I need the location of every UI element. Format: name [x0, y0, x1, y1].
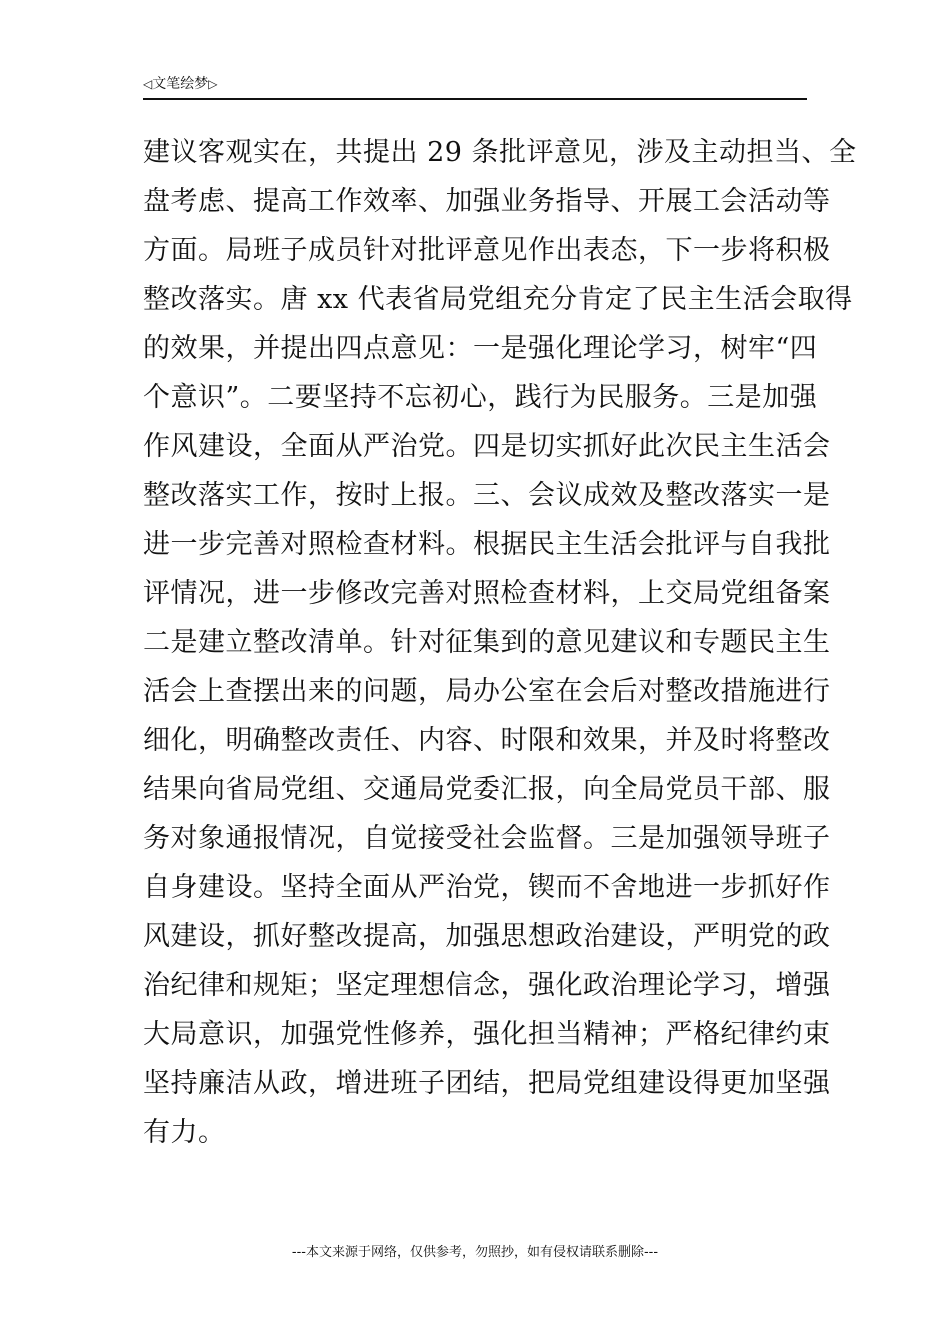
header-title: 文笔绘梦 [152, 76, 209, 92]
text-line: 务对象通报情况，自觉接受社会监督。三是加强领导班子 [143, 823, 831, 854]
text-line: 的效果，并提出四点意见：一是强化理论学习，树牢“四 [143, 333, 818, 364]
text-line: 自身建设。坚持全面从严治党，锲而不舍地进一步抓好作 [143, 872, 831, 903]
text-line: 治纪律和规矩；坚定理想信念，强化政治理论学习，增强 [143, 970, 831, 1001]
text-line: 进一步完善对照检查材料。根据民主生活会批评与自我批 [143, 529, 831, 560]
text-line: 大局意识，加强党性修养，强化担当精神；严格纪律约束 [143, 1019, 831, 1050]
header-label [143, 75, 217, 93]
text-line: 整改落实工作，按时上报。三、会议成效及整改落实一是 [143, 480, 831, 511]
text-line: 个意识”。二要坚持不忘初心，践行为民服务。三是加强 [143, 382, 818, 413]
text-line: 细化，明确整改责任、内容、时限和效果，并及时将整改 [143, 725, 831, 756]
text-line: 结果向省局党组、交通局党委汇报，向全局党员干部、服 [143, 774, 831, 805]
text-line: 活会上查摆出来的问题，局办公室在会后对整改措施进行 [143, 676, 831, 707]
text-line: 风建设，抓好整改提高，加强思想政治建设，严明党的政 [143, 921, 831, 952]
triangle-right-icon: ▷ [208, 77, 218, 91]
triangle-left-icon: ◁ [143, 77, 153, 91]
text-line: 有力。 [143, 1117, 226, 1148]
document-body [143, 128, 857, 1157]
text-line: 盘考虑、提高工作效率、加强业务指导、开展工会活动等 [143, 186, 831, 217]
page-header [143, 74, 807, 100]
text-line: 评情况，进一步修改完善对照检查材料，上交局党组备案 [143, 578, 831, 609]
text-line: 整改落实。唐 xx 代表省局党组充分肯定了民主生活会取得 [143, 284, 853, 315]
text-line: 方面。局班子成员针对批评意见作出表态，下一步将积极 [143, 235, 831, 266]
text-line: 坚持廉洁从政，增进班子团结，把局党组建设得更加坚强 [143, 1068, 831, 1099]
text-line: 二是建立整改清单。针对征集到的意见建议和专题民主生 [143, 627, 831, 658]
text-line: 建议客观实在，共提出 29 条批评意见，涉及主动担当、全 [143, 137, 857, 168]
text-line: 作风建设，全面从严治党。四是切实抓好此次民主生活会 [143, 431, 831, 462]
page-footer-notice: ---本文来源于网络，仅供参考，勿照抄，如有侵权请联系删除--- [291, 1245, 659, 1260]
